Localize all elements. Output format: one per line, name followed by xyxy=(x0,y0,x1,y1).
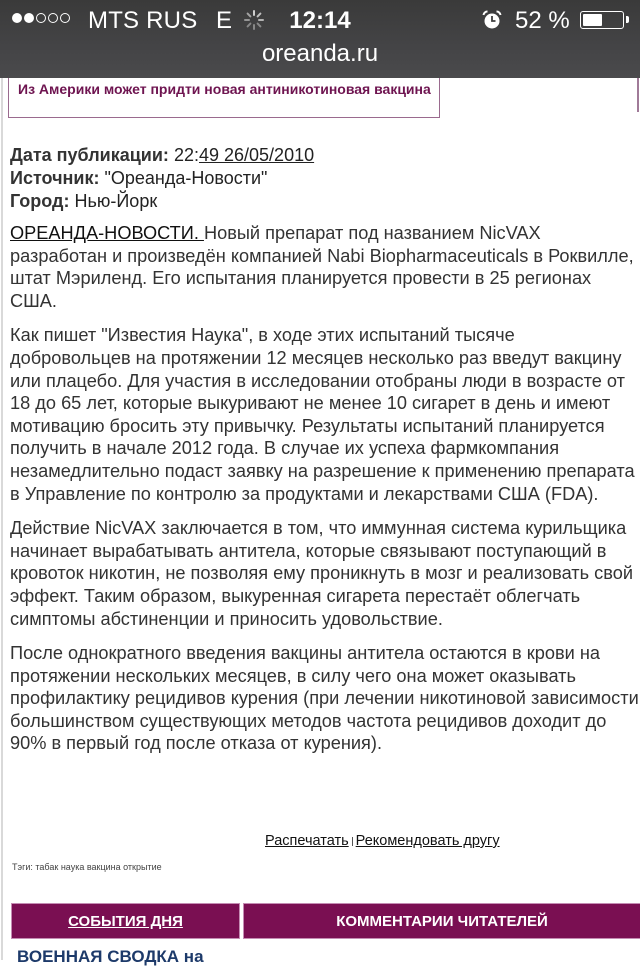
battery-icon xyxy=(580,11,624,29)
tab-events-of-day[interactable] xyxy=(11,903,240,939)
article-body xyxy=(10,222,640,767)
city-value: Нью-Йорк xyxy=(74,191,158,211)
date-time-link[interactable]: 49 26/05/2010 xyxy=(198,145,315,165)
source-value: "Ореанда-Новости" xyxy=(104,168,268,188)
separator xyxy=(352,837,353,846)
next-section-heading[interactable]: ВОЕННАЯ СВОДКА на xyxy=(17,947,204,966)
tab-label: СОБЫТИЯ ДНЯ xyxy=(68,912,183,930)
battery-level-fill xyxy=(583,14,602,26)
network-type: E xyxy=(216,7,233,34)
date-time-prefix: 22: xyxy=(173,145,199,165)
article-meta xyxy=(10,144,314,213)
paragraph-text: Новый препарат под названием NicVAX разработан и произведён компанией Nabi Biopharmaceuticals в Роквилле, штат Мэриленд. Его испытания планируется провести в 25 регионах США. xyxy=(10,223,634,311)
article-headline: Из Америки может придти новая антиникотиновая вакцина xyxy=(18,81,431,97)
city-row xyxy=(10,190,314,213)
address-bar-url[interactable]: oreanda.ru xyxy=(261,40,379,67)
section-tabs xyxy=(11,903,640,939)
recommend-link[interactable]: Рекомендовать другу xyxy=(355,833,500,849)
carrier-name: MTS RUS xyxy=(88,7,198,34)
article-paragraph: Как пишет "Известия Наука", в ходе этих испытаний тысяче добровольцев на протяжении 12 месяцев несколько раз введут вакцину или плацебо. Для участия в исследовании отобраны люди в возрасте от 18 до 65 лет, которые выкуривают не менее 10 сигарет в день и имеют мотивацию бросить эту привычку. Результаты испытаний планируется получить в начале 2012 года. В случае их успеха фармкомпания незамедлительно подаст заявку на разрешение к применению препарата в Управление по контролю за продуктами и лекарствами США (FDA). xyxy=(10,325,635,504)
tab-label: КОММЕНТАРИИ ЧИТАТЕЛЕЙ xyxy=(336,912,548,930)
battery-percent: 52 % xyxy=(515,7,570,34)
article-actions xyxy=(265,833,500,849)
agency-link[interactable]: ОРЕАНДА-НОВОСТИ. xyxy=(10,223,204,243)
headline-box xyxy=(8,78,440,118)
status-bar xyxy=(0,0,640,40)
tags: Тэги: табак наука вакцина открытие xyxy=(12,862,162,872)
source-row xyxy=(10,167,314,190)
battery-tip xyxy=(626,16,629,23)
tab-reader-comments[interactable] xyxy=(243,903,640,939)
page-left-border xyxy=(1,78,3,960)
source-label: Источник: xyxy=(10,168,100,188)
print-link[interactable]: Распечатать xyxy=(265,833,349,849)
date-label: Дата публикации: xyxy=(10,145,169,165)
browser-chrome xyxy=(0,0,640,78)
city-label: Город: xyxy=(10,191,70,211)
article-paragraph xyxy=(10,222,640,312)
publication-date-row xyxy=(10,144,314,167)
page-right-border xyxy=(637,78,639,112)
alarm-clock-icon xyxy=(482,10,502,30)
article-paragraph: После однократного введения вакцины антитела остаются в крови на протяжении нескольких месяцев, в силу чего она может оказывать профилактику рецидивов курения (при лечении никотиновой зависимости большинством существующих методов частота рецидивов доходит до 90% в первый год после отказа от курения). xyxy=(10,643,639,754)
article-paragraph: Действие NicVAX заключается в том, что иммунная система курильщика начинает вырабатывать антитела, которые связывают поступающий в кровоток никотин, не позволяя ему проникнуть в мозг и реализовать свой эффект. Таким образом, выкуренная сигарета перестаёт облегчать симптомы абстиненции и приносить удовольствие. xyxy=(10,518,633,629)
clock: 12:14 xyxy=(289,7,351,34)
